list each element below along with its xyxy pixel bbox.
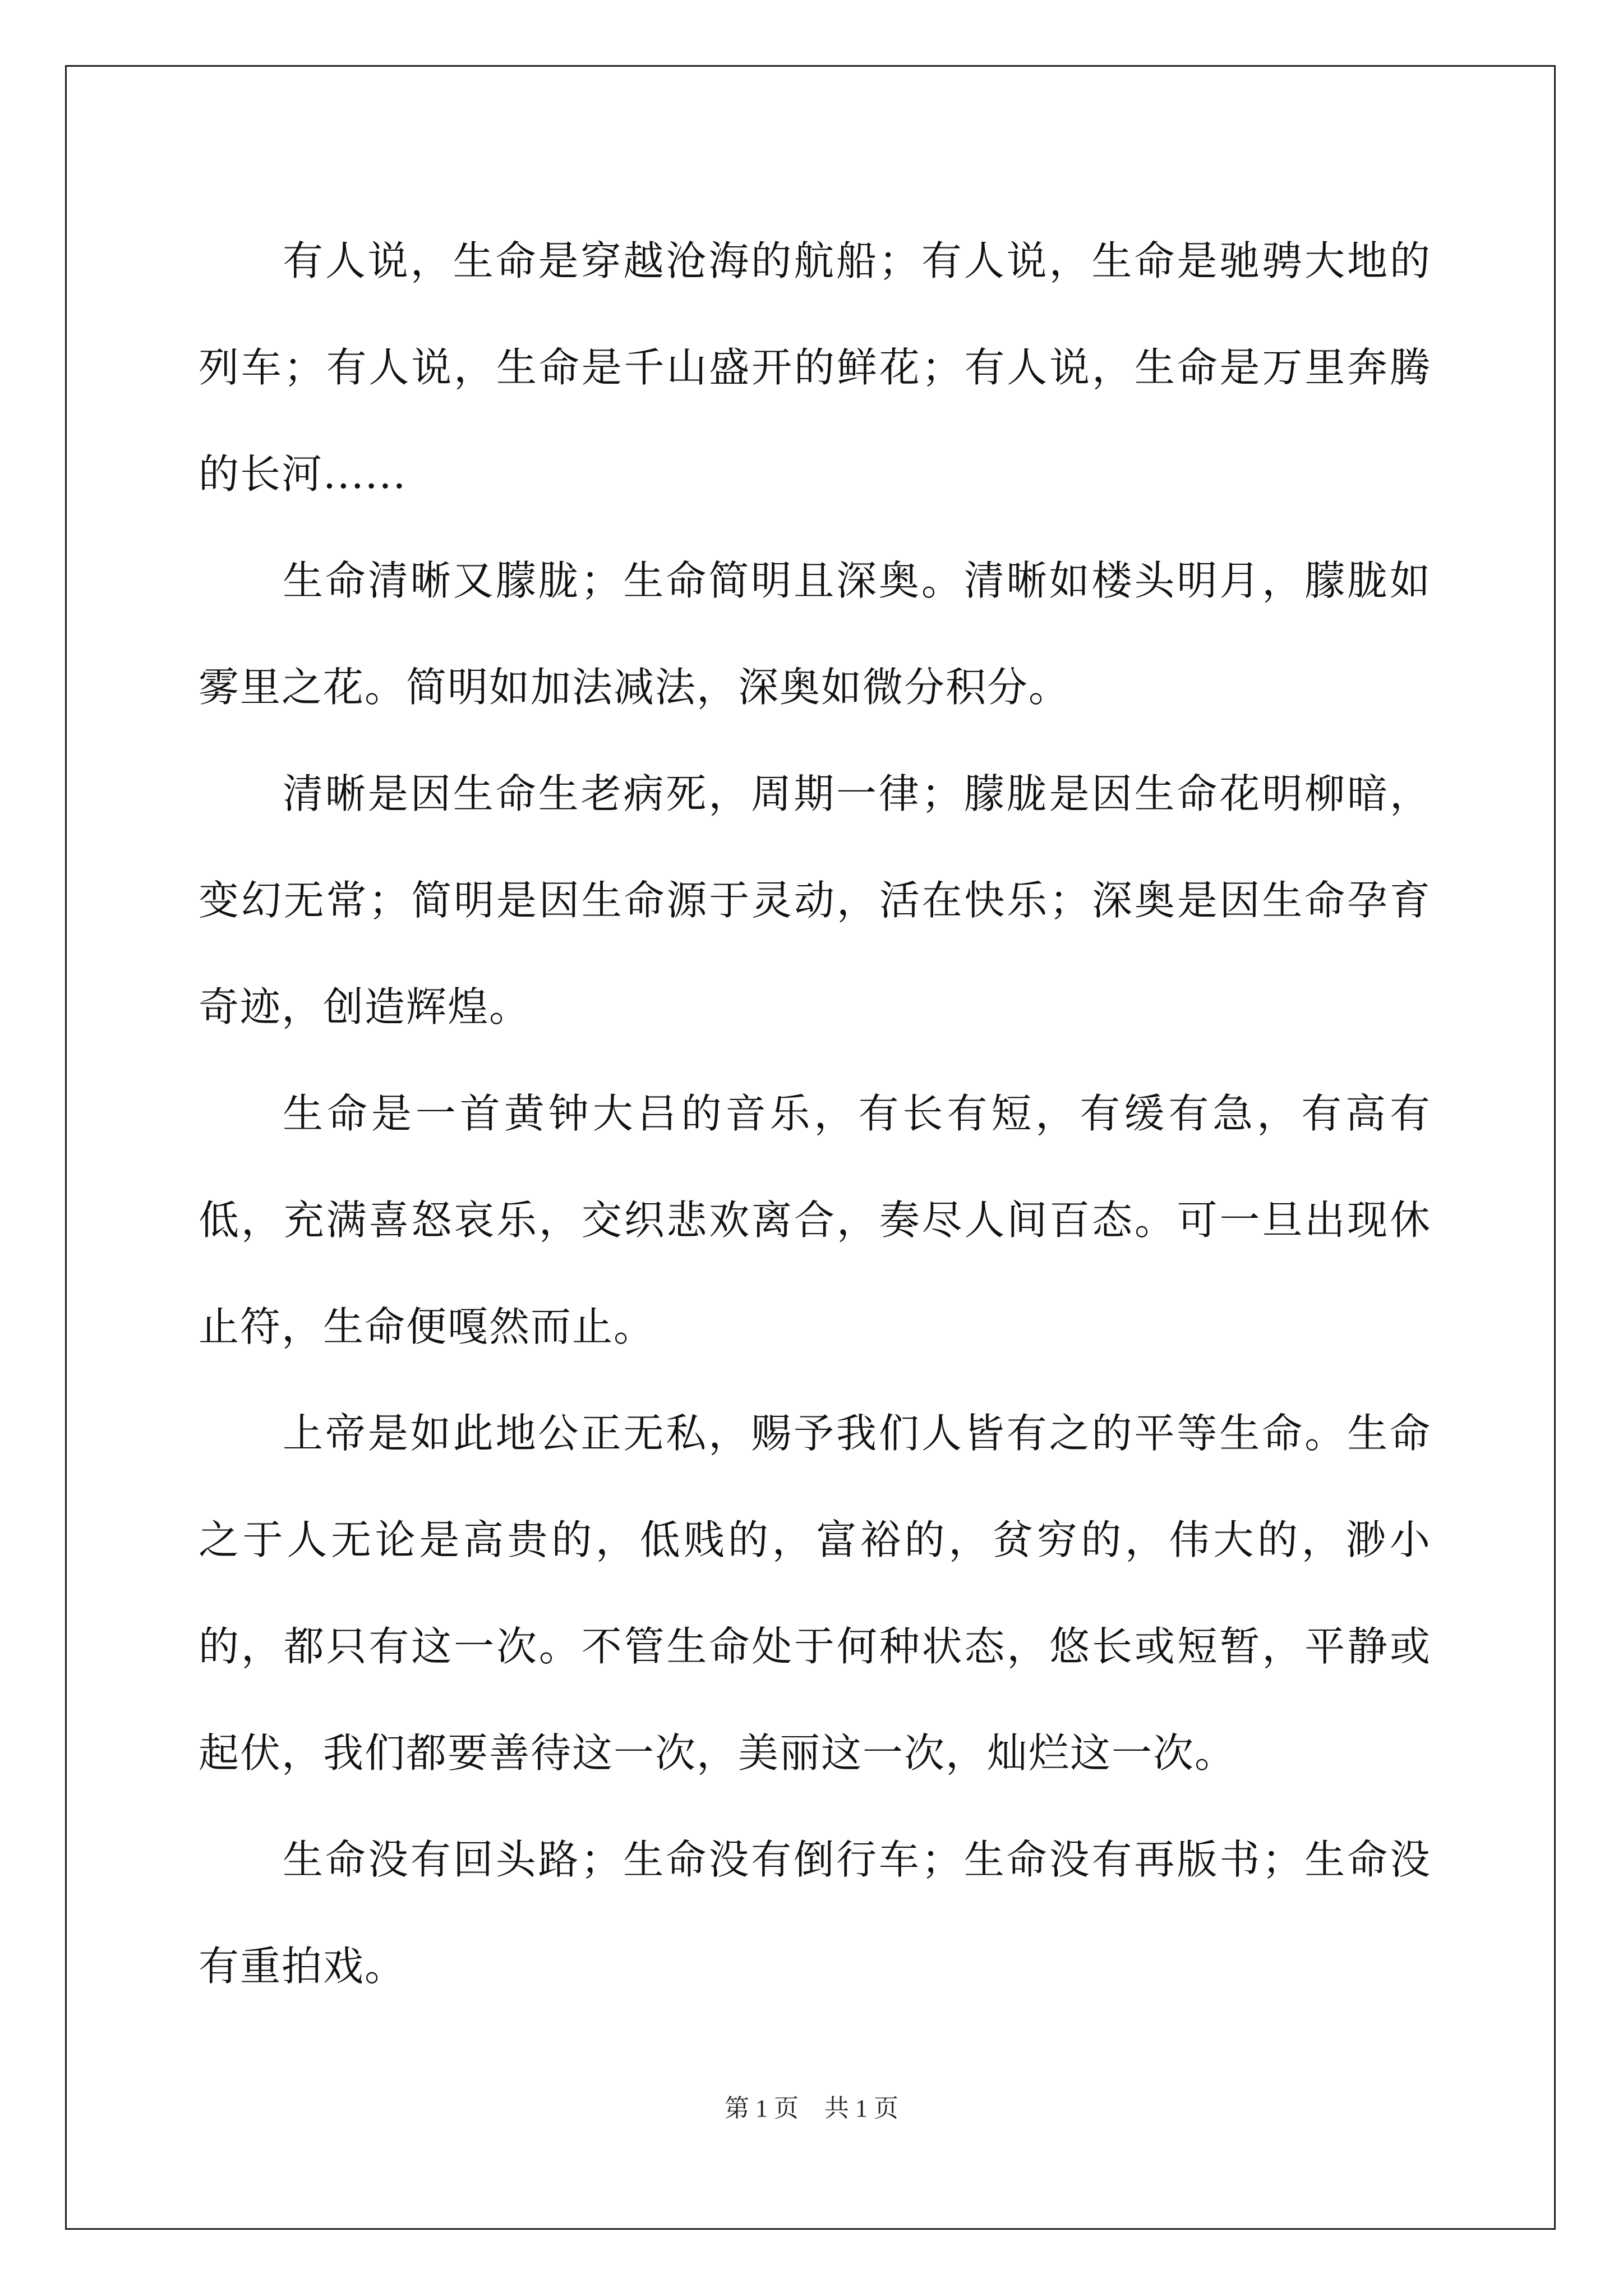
- page-total: 共 1 页: [824, 2095, 898, 2122]
- paragraph-1: 有人说，生命是穿越沧海的航船；有人说，生命是驰骋大地的列车；有人说，生命是千山盛开的鲜花；有人说，生命是万里奔腾的长河......: [199, 237, 1431, 498]
- paragraph-6: 生命没有回头路；生命没有倒行车；生命没有再版书；生命没有重拍戏。: [199, 1836, 1431, 1990]
- paragraph-3: 清晰是因生命生老病死，周期一律；朦胧是因生命花明柳暗，变幻无常；简明是因生命源于灵动，活在快乐；深奥是因生命孕育奇迹，创造辉煌。: [199, 770, 1431, 1030]
- paragraph-5: 上帝是如此地公正无私，赐予我们人皆有之的平等生命。生命之于人无论是高贵的，低贱的，富裕的，贫穷的，伟大的，渺小的，都只有这一次。不管生命处于何种状态，悠长或短暂，平静或起伏，我们都要善待这一次，美丽这一次，灿烂这一次。: [199, 1410, 1431, 1777]
- paragraph-4: 生命是一首黄钟大吕的音乐，有长有短，有缓有急，有高有低，充满喜怒哀乐，交织悲欢离合，奏尽人间百态。可一旦出现休止符，生命便嘎然而止。: [199, 1090, 1431, 1350]
- page-number: 第 1 页: [725, 2095, 799, 2122]
- paragraph-2: 生命清晰又朦胧；生命简明且深奥。清晰如楼头明月，朦胧如雾里之花。简明如加法减法，深奥如微分积分。: [199, 557, 1431, 711]
- page-footer: [0, 2088, 1623, 2124]
- document-body: [199, 208, 1431, 2019]
